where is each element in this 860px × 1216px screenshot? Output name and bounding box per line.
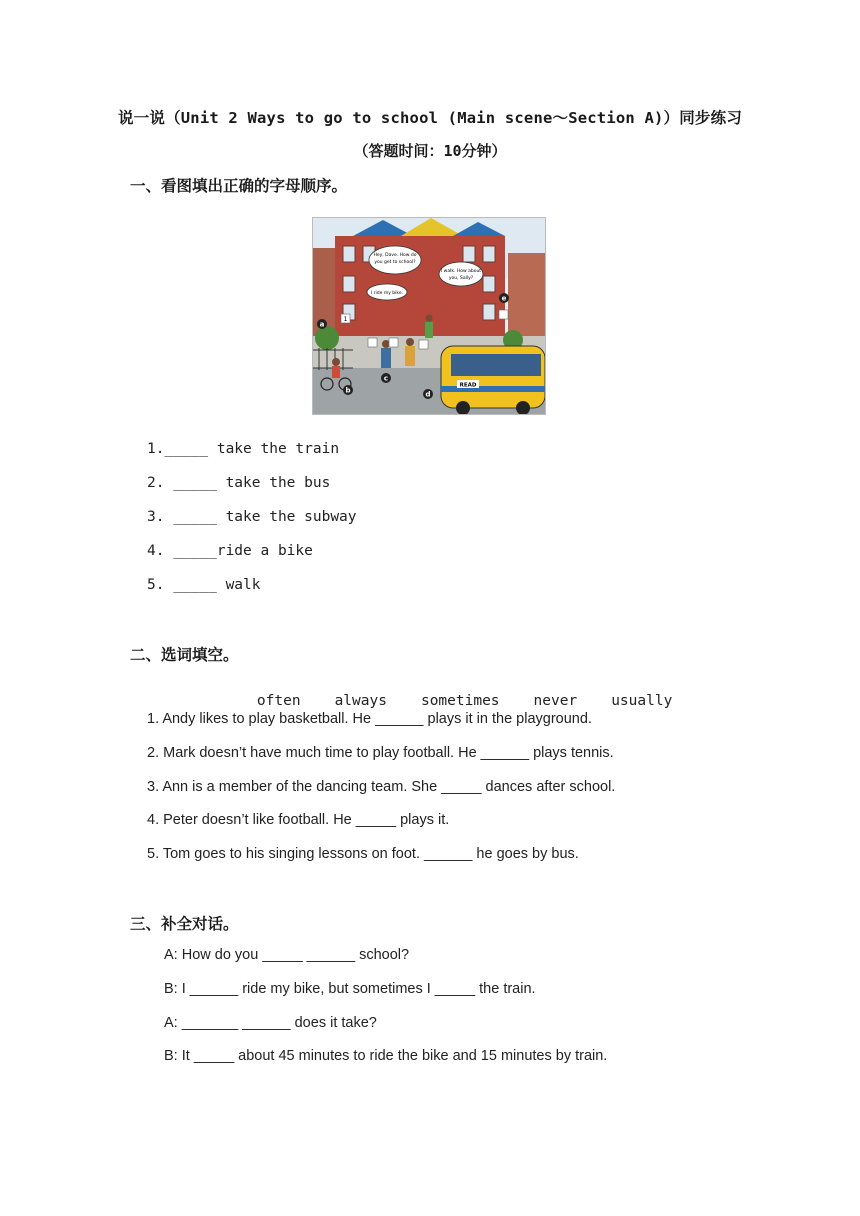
s2-item-1: 1. Andy likes to play basketball. He ______ plays it in the playground. bbox=[147, 711, 592, 727]
svg-text:you, Sally?: you, Sally? bbox=[448, 276, 474, 281]
marker-c: c bbox=[383, 374, 389, 383]
s2-item-4: 4. Peter doesn’t like football. He _____ plays it. bbox=[147, 812, 450, 828]
speech-bubble-2: I walk. How about bbox=[440, 269, 482, 274]
section1-heading: 一、看图填出正确的字母顺序。 bbox=[130, 177, 348, 195]
marker-e: e bbox=[501, 294, 507, 303]
section3-heading: 三、补全对话。 bbox=[130, 915, 239, 933]
bus-sign: READ bbox=[459, 382, 477, 389]
s2-item-5: 5. Tom goes to his singing lessons on foot. ______ he goes by bus. bbox=[147, 846, 579, 862]
s1-item-4: 4. _____ride a bike bbox=[147, 543, 313, 559]
s2-item-2: 2. Mark doesn’t have much time to play football. He ______ plays tennis. bbox=[147, 745, 614, 761]
svg-text:you get to school?: you get to school? bbox=[374, 260, 416, 265]
word-usually: usually bbox=[611, 693, 673, 709]
page-subtitle: （答题时间：10分钟） bbox=[353, 142, 507, 160]
s1-item-1: 1._____ take the train bbox=[147, 441, 340, 457]
word-never: never bbox=[533, 693, 578, 709]
school-scene-illustration bbox=[312, 217, 546, 415]
street-number: 1 bbox=[343, 316, 348, 323]
dialogue-line-1: A: How do you _____ ______ school? bbox=[164, 947, 410, 963]
word-often: often bbox=[256, 693, 301, 709]
word-always: always bbox=[334, 693, 387, 709]
marker-a: a bbox=[319, 320, 325, 329]
word-sometimes: sometimes bbox=[420, 693, 500, 709]
s2-item-3: 3. Ann is a member of the dancing team. She _____ dances after school. bbox=[147, 779, 616, 795]
marker-b: b bbox=[345, 386, 351, 395]
dialogue-line-3: A: _______ ______ does it take? bbox=[164, 1015, 377, 1031]
speech-bubble-3: I ride my bike. bbox=[370, 291, 404, 296]
dialogue-line-2: B: I ______ ride my bike, but sometimes I _____ the train. bbox=[164, 981, 536, 997]
marker-d: d bbox=[425, 390, 431, 399]
speech-bubble-1: Hey, Dave. How do bbox=[373, 253, 417, 258]
section2-heading: 二、选词填空。 bbox=[130, 646, 239, 664]
s1-item-3: 3. _____ take the subway bbox=[147, 509, 357, 525]
dialogue-line-4: B: It _____ about 45 minutes to ride the bike and 15 minutes by train. bbox=[164, 1048, 608, 1064]
s1-item-2: 2. _____ take the bus bbox=[147, 475, 331, 491]
page-title: 说一说（Unit 2 Ways to go to school (Main scene～Section A)）同步练习 bbox=[117, 109, 743, 127]
s1-item-5: 5. _____ walk bbox=[147, 577, 261, 593]
